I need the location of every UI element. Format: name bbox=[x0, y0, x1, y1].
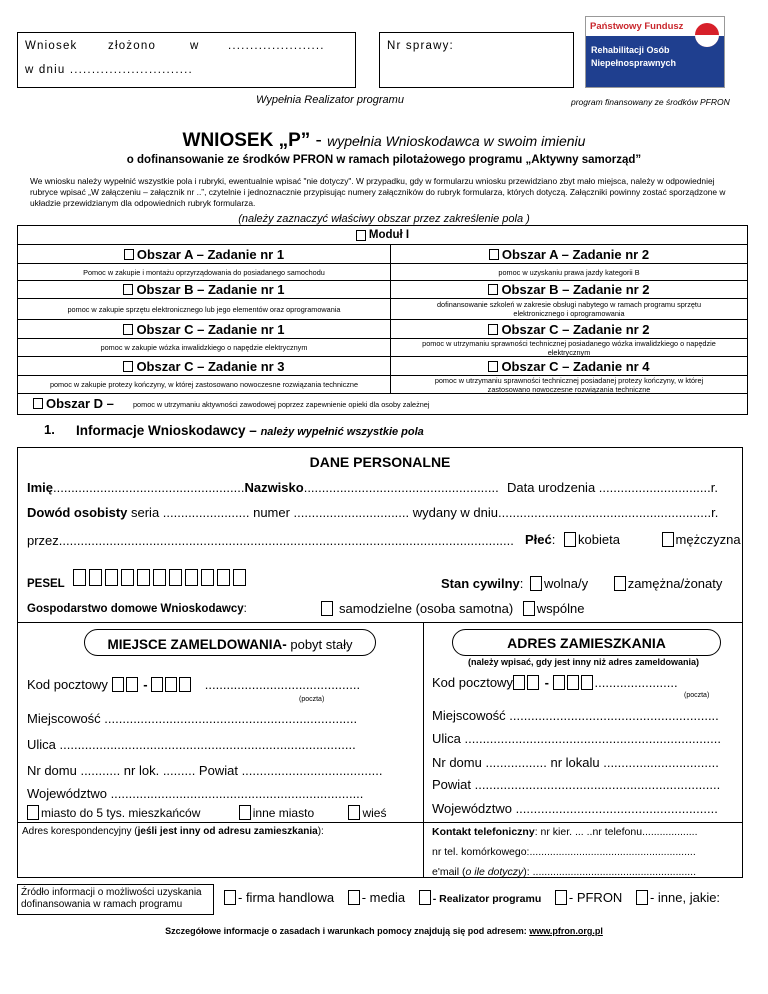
samodzielne-label: samodzielne (osoba samotna) bbox=[339, 601, 514, 616]
footer-note bbox=[0, 926, 768, 936]
obszar-c3-desc: pomoc w zakupie protezy kończyny, w której zastosowano nowoczesne rozwiązania techniczne bbox=[17, 375, 391, 394]
obszar-c4-checkbox[interactable] bbox=[488, 361, 498, 372]
footer-link[interactable]: www.pfron.org.pl bbox=[529, 926, 603, 936]
pfron-checkbox[interactable] bbox=[555, 890, 567, 905]
section-1-dash: – bbox=[245, 423, 261, 438]
obszar-a1-desc: Pomoc w zakupie i montażu oprzyrządowania do posiadanego samochodu bbox=[17, 263, 391, 281]
obszar-a1-checkbox[interactable] bbox=[124, 249, 134, 260]
gender-row bbox=[525, 532, 741, 547]
email-italic: o ile dotyczy bbox=[465, 866, 524, 878]
koresp-divider bbox=[17, 822, 424, 823]
wies-label: wieś bbox=[362, 806, 387, 820]
zamiesz-kod-digit[interactable] bbox=[567, 675, 579, 690]
wolna-checkbox[interactable] bbox=[530, 576, 542, 591]
obszar-b2-checkbox[interactable] bbox=[488, 284, 498, 295]
module-label: Moduł I bbox=[368, 229, 410, 241]
w-dots[interactable]: ...................... bbox=[228, 40, 325, 52]
inne-miasto-checkbox[interactable] bbox=[239, 805, 251, 820]
zamiesz-powiat[interactable]: Powiat .................................................................... bbox=[432, 777, 721, 792]
obszar-a2-label: Obszar A – Zadanie nr 2 bbox=[501, 246, 650, 262]
section-1-number: 1. bbox=[44, 422, 55, 437]
stan-colon: : bbox=[519, 576, 524, 591]
zamiesz-kod-digit[interactable] bbox=[527, 675, 539, 690]
pesel-digit[interactable] bbox=[137, 569, 150, 586]
email-row[interactable] bbox=[432, 866, 696, 878]
zameld-kod-digit[interactable] bbox=[151, 677, 163, 692]
wies-checkbox[interactable] bbox=[348, 805, 360, 820]
obszar-c2-title[interactable] bbox=[390, 319, 748, 339]
kontakt-divider bbox=[423, 822, 743, 823]
pesel-digit[interactable] bbox=[153, 569, 166, 586]
household-text: Gospodarstwo domowe Wnioskodawcy bbox=[27, 603, 244, 615]
footer-text: Szczegółowe informacje o zasadach i warunkach pomocy znajdują się pod adresem: bbox=[165, 926, 530, 936]
zamiesz-ulica[interactable]: Ulica ....................................................................... bbox=[432, 731, 721, 746]
realizator-checkbox[interactable] bbox=[419, 890, 431, 905]
pfron-label: - PFRON bbox=[568, 890, 623, 905]
marital-status-row bbox=[441, 576, 722, 591]
media-checkbox[interactable] bbox=[348, 890, 360, 905]
koresp-bold: jeśli jest inny od adresu zamieszkania bbox=[137, 826, 318, 837]
imie-label: Imię bbox=[27, 480, 54, 495]
miasto-checkbox[interactable] bbox=[27, 805, 39, 820]
imie-input[interactable]: ..................................................... bbox=[53, 480, 245, 495]
source-options bbox=[224, 890, 720, 905]
firma-checkbox[interactable] bbox=[224, 890, 236, 905]
filled-by-realizator: Wypełnia Realizator programu bbox=[256, 94, 404, 106]
zamezna-checkbox[interactable] bbox=[614, 576, 626, 591]
pesel-digit[interactable] bbox=[89, 569, 102, 586]
pesel-digit[interactable] bbox=[201, 569, 214, 586]
nazwisko-label: Nazwisko bbox=[244, 480, 304, 495]
koresp-end: ): bbox=[317, 826, 324, 837]
inne-checkbox[interactable] bbox=[636, 890, 648, 905]
zamiesz-kod-digit[interactable] bbox=[553, 675, 565, 690]
obszar-c1-label: Obszar C – Zadanie nr 1 bbox=[136, 321, 285, 337]
realizator-label: - Realizator programu bbox=[432, 893, 542, 905]
obszar-b2-title[interactable] bbox=[390, 280, 748, 299]
zameldowanie-header-box bbox=[84, 629, 376, 656]
zameld-kod-row bbox=[27, 677, 360, 692]
obszar-c3-title[interactable] bbox=[17, 356, 391, 376]
plec-colon: : bbox=[551, 532, 556, 547]
zamieszkanie-header-box bbox=[452, 629, 721, 656]
zamiesz-kod-label: Kod pocztowy bbox=[432, 675, 513, 690]
obszar-a2-desc: pomoc w uzyskaniu prawa jazdy kategorii B bbox=[390, 263, 748, 281]
zameld-kod-digit[interactable] bbox=[112, 677, 124, 692]
obszar-c1-desc: pomoc w zakupie wózka inwalidzkiego o napędzie elektrycznym bbox=[17, 338, 391, 357]
section-1-title: Informacje Wnioskodawcy bbox=[76, 423, 246, 438]
firma-label: - firma handlowa bbox=[238, 890, 335, 905]
pesel-digit[interactable] bbox=[105, 569, 118, 586]
wolna-label: wolna/y bbox=[544, 576, 589, 591]
zameld-kod-dash: - bbox=[143, 677, 148, 692]
pesel-digit[interactable] bbox=[169, 569, 182, 586]
name-row bbox=[27, 480, 499, 495]
data-ur-input[interactable]: ...............................r. bbox=[595, 480, 718, 495]
obszar-b1-title[interactable] bbox=[17, 280, 391, 299]
komorkowy-row[interactable]: nr tel. komórkowego:......................................................... bbox=[432, 846, 696, 858]
obszar-c3-label: Obszar C – Zadanie nr 3 bbox=[136, 358, 285, 374]
zameld-ulica[interactable]: Ulica .................................................................................. bbox=[27, 737, 356, 752]
wspolne-checkbox[interactable] bbox=[523, 601, 535, 616]
zamiesz-poczta-input[interactable]: ....................... bbox=[594, 675, 678, 690]
dowod-label: Dowód osobisty bbox=[27, 505, 128, 520]
obszar-c1-title[interactable] bbox=[17, 319, 391, 339]
obszar-d-title bbox=[33, 396, 114, 411]
module-header bbox=[17, 225, 748, 245]
pesel-digit[interactable] bbox=[121, 569, 134, 586]
koresp-label[interactable] bbox=[22, 826, 324, 837]
zameld-nr-domu[interactable]: Nr domu ........... nr lok. ......... Powiat ....................................... bbox=[27, 763, 383, 778]
settlement-type-row bbox=[27, 805, 386, 820]
inne-miasto-label: inne miasto bbox=[252, 806, 315, 820]
zameld-kod-digit[interactable] bbox=[179, 677, 191, 692]
mezczyzna-label: mężczyzna bbox=[675, 532, 741, 547]
title-dash: - bbox=[310, 130, 328, 151]
kontakt-label: Kontakt telefoniczny bbox=[432, 826, 535, 838]
obszar-c3-checkbox[interactable] bbox=[123, 361, 133, 372]
plec-label: Płeć bbox=[525, 532, 552, 547]
logo-text-1: Rehabilitacji Osób bbox=[591, 45, 670, 55]
source-info-label: Źródło informacji o możliwości uzyskania dofinansowania w ramach programu bbox=[21, 887, 202, 910]
form-subtitle: o dofinansowanie ze środków PFRON w ramach pilotażowego programu „Aktywny samorząd” bbox=[126, 154, 642, 166]
obszar-b1-desc: pomoc w zakupie sprzętu elektronicznego lub jego elementów oraz oprogramowania bbox=[17, 298, 391, 320]
logo-emblem-icon bbox=[694, 22, 720, 48]
obszar-a2-checkbox[interactable] bbox=[489, 249, 499, 260]
kontakt-row[interactable] bbox=[432, 826, 698, 838]
form-title bbox=[0, 130, 768, 152]
logo-title: Państwowy Fundusz bbox=[590, 21, 684, 32]
pesel-label: PESEL bbox=[27, 578, 65, 590]
obszar-a1-label: Obszar A – Zadanie nr 1 bbox=[136, 246, 285, 262]
obszar-c1-checkbox[interactable] bbox=[123, 324, 133, 335]
miasto-label: miasto do 5 tys. mieszkańców bbox=[41, 806, 201, 820]
wspolne-label: wspólne bbox=[536, 601, 585, 616]
obszar-c2-checkbox[interactable] bbox=[488, 324, 498, 335]
instructions: We wniosku należy wypełnić wszystkie pola i rubryki, ewentualnie wpisać "nie dotyczy". W przypadku, gdy w formularzu wniosku przewidziano zbyt mało miejsca, należy w odpowiedniej rubryce wpisać „W załączeniu – załącznik nr ..”, czytelnie i jednoznacznie przypisując numery załączników do rubryk formularza, których dotyczą. Załączniki powinny zostać sporządzone w układzie przewidzianym dla odpowiednich rubryk formularza. bbox=[30, 176, 726, 208]
stan-cywilny-label: Stan cywilny bbox=[441, 576, 520, 591]
zamiesz-kod-digit[interactable] bbox=[581, 675, 593, 690]
zamezna-label: zamężna/żonaty bbox=[627, 576, 723, 591]
zameld-poczta-input[interactable]: ........................................... bbox=[204, 677, 361, 692]
pesel-boxes[interactable] bbox=[73, 569, 249, 588]
household-options bbox=[321, 601, 584, 616]
pfron-logo bbox=[585, 16, 725, 88]
program-financed-note: program finansowany ze środków PFRON bbox=[571, 97, 730, 107]
obszar-d-checkbox[interactable] bbox=[33, 398, 43, 409]
mezczyzna-checkbox[interactable] bbox=[662, 532, 674, 547]
zamiesz-wojewodztwo[interactable]: Województwo ........................................................ bbox=[432, 801, 718, 816]
zameldowanie-header: MIEJSCE ZAMELDOWANIA- bbox=[107, 637, 287, 652]
kobieta-label: kobieta bbox=[578, 532, 620, 547]
household-label bbox=[27, 603, 247, 615]
zamiesz-miejscowosc[interactable]: Miejscowość .......................................................... bbox=[432, 708, 719, 723]
media-label: - media bbox=[361, 890, 406, 905]
pesel-digit[interactable] bbox=[217, 569, 230, 586]
obszar-a1-title[interactable] bbox=[17, 244, 391, 264]
obszar-b1-label: Obszar B – Zadanie nr 1 bbox=[136, 282, 285, 297]
dowod-input[interactable]: seria ........................ numer ................................ wydany w dniu...........................................................r. bbox=[127, 505, 719, 520]
obszar-c4-title[interactable] bbox=[390, 356, 748, 376]
obszar-d-label: Obszar D – bbox=[46, 396, 114, 411]
zamieszkanie-header: ADRES ZAMIESZKANIA bbox=[507, 635, 666, 651]
obszar-c4-label: Obszar C – Zadanie nr 4 bbox=[501, 358, 650, 374]
email-input[interactable]: ): ........................................................ bbox=[523, 866, 696, 878]
logo-text-2: Niepełnosprawnych bbox=[591, 58, 677, 68]
select-instruction: (należy zaznaczyć właściwy obszar przez zakreślenie pola ) bbox=[238, 213, 530, 225]
zamiesz-kod-row bbox=[432, 675, 678, 690]
zamiesz-nr-domu[interactable]: Nr domu ................. nr lokalu ................................ bbox=[432, 755, 719, 770]
obszar-d-desc: pomoc w utrzymaniu aktywności zawodowej poprzez zapewnienie opieki dla osoby zależnej bbox=[133, 400, 430, 409]
zameldowanie-header-suffix: pobyt stały bbox=[286, 637, 353, 652]
zameld-kod-digit[interactable] bbox=[165, 677, 177, 692]
household-colon: : bbox=[243, 603, 247, 615]
personal-data-header: DANE PERSONALNE bbox=[309, 454, 451, 470]
obszar-a2-title[interactable] bbox=[390, 244, 748, 264]
title-main: WNIOSEK „P” bbox=[182, 130, 311, 151]
obszar-b2-desc: dofinansowanie szkoleń w zakresie obsługi nabytego w ramach programu sprzętu elektronicznego i oprogramowania bbox=[390, 298, 748, 320]
zamiesz-kod-digit[interactable] bbox=[513, 675, 525, 690]
kontakt-input[interactable]: : nr kier. ... ..nr telefonu................... bbox=[534, 826, 698, 838]
zameld-miejscowosc[interactable]: Miejscowość ...................................................................... bbox=[27, 711, 358, 726]
obszar-c2-label: Obszar C – Zadanie nr 2 bbox=[501, 321, 650, 337]
birthdate-row bbox=[507, 480, 718, 495]
pesel-digit[interactable] bbox=[185, 569, 198, 586]
zameld-wojewodztwo[interactable]: Województwo ...................................................................... bbox=[27, 786, 364, 801]
inne-label: - inne, jakie: bbox=[649, 890, 721, 905]
kobieta-checkbox[interactable] bbox=[564, 532, 576, 547]
section-1-heading bbox=[76, 422, 424, 440]
obszar-c4-desc: pomoc w utrzymaniu sprawności technicznej posiadanej protezy kończyny, w której zastosowano nowoczesne rozwiązania techniczne bbox=[390, 375, 748, 394]
module-checkbox[interactable] bbox=[356, 230, 366, 241]
id-row bbox=[27, 505, 718, 520]
title-suffix: wypełnia Wnioskodawca w swoim imieniu bbox=[327, 133, 586, 149]
zameld-kod-label: Kod pocztowy bbox=[27, 677, 108, 692]
nazwisko-input[interactable]: ...................................................... bbox=[303, 480, 499, 495]
koresp-text: Adres korespondencyjny ( bbox=[22, 826, 138, 837]
obszar-b2-label: Obszar B – Zadanie nr 2 bbox=[501, 282, 650, 297]
issued-by-row[interactable]: przez.............................................................................................................................. bbox=[27, 533, 514, 548]
wniosek-label: Wniosek bbox=[25, 40, 78, 52]
zameld-kod-digit[interactable] bbox=[126, 677, 138, 692]
zlozono-label: złożono bbox=[108, 40, 157, 52]
email-label: e'mail ( bbox=[432, 866, 466, 878]
pesel-digit[interactable] bbox=[73, 569, 86, 586]
zamiesz-poczta-label: (poczta) bbox=[684, 692, 710, 699]
w-label: w bbox=[190, 40, 200, 52]
obszar-b1-checkbox[interactable] bbox=[123, 284, 133, 295]
zamieszkanie-note: (należy wpisać, gdy jest inny niż adres zameldowania) bbox=[467, 657, 700, 667]
samodzielne-checkbox[interactable] bbox=[321, 601, 333, 616]
obszar-c2-desc: pomoc w utrzymaniu sprawności technicznej posiadanego wózka inwalidzkiego o napędzie elektrycznym bbox=[390, 338, 748, 357]
data-ur-label: Data urodzenia bbox=[507, 480, 596, 495]
pesel-digit[interactable] bbox=[233, 569, 246, 586]
case-number-label: Nr sprawy: bbox=[387, 40, 454, 52]
date-field[interactable]: w dniu ............................ bbox=[25, 64, 193, 76]
zamiesz-kod-dash: - bbox=[544, 675, 549, 690]
zameld-poczta-label: (poczta) bbox=[299, 696, 325, 703]
section-1-subtitle: należy wypełnić wszystkie pola bbox=[260, 426, 424, 438]
